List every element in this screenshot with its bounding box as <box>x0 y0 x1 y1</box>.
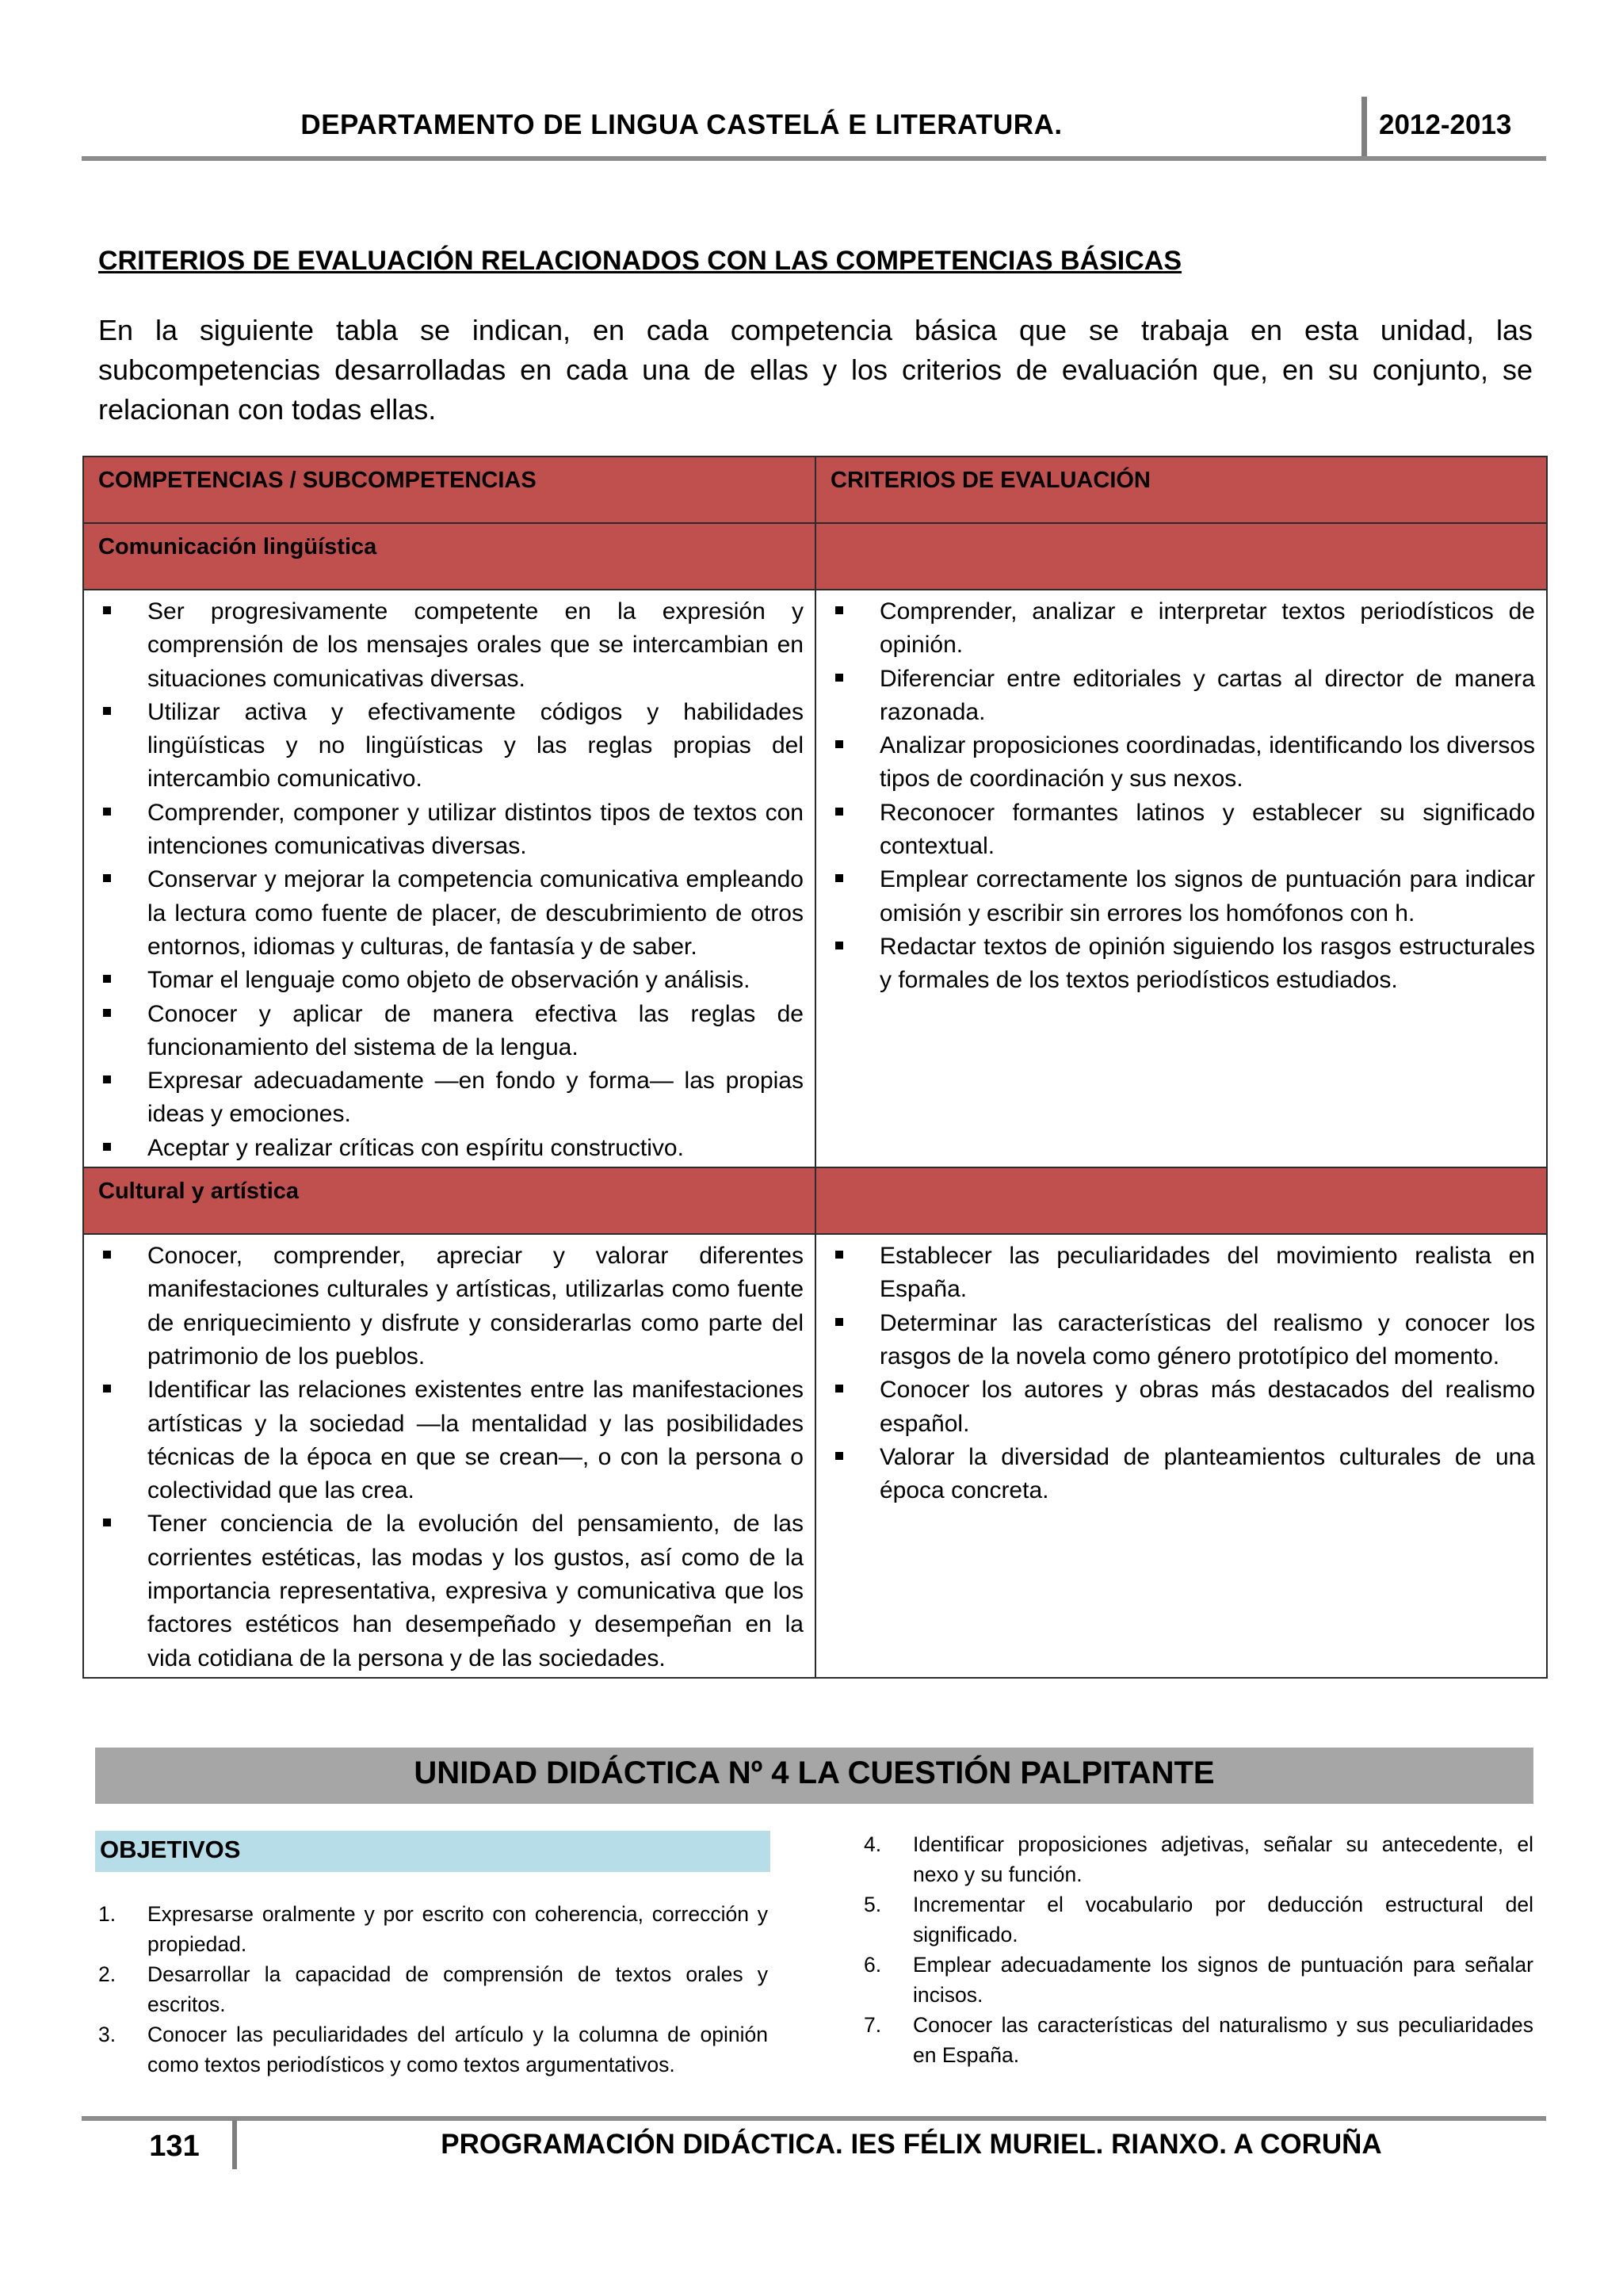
list-item: Tener conciencia de la evolución del pensamiento, de las corrientes estéticas, las modas y los gustos, así como de la importancia representativa, expresiva y comunicativa que los factores estéticos han desempeñado y desempeñan en la vida cotidiana de la persona y de las sociedades. <box>98 1507 804 1675</box>
objective-number: 2. <box>98 1962 116 1986</box>
criterios-list <box>831 1240 1535 1507</box>
objective-number: 3. <box>98 2023 116 2046</box>
subcompetencias-list <box>98 595 804 1165</box>
footer-divider <box>232 2120 237 2169</box>
table-header-row <box>83 457 1547 523</box>
list-item: Utilizar activa y efectivamente códigos y habilidades lingüísticas y no lingüísticas y las reglas propias del intercambio comunicativo. <box>98 696 804 797</box>
objective-number: 7. <box>864 2013 882 2037</box>
list-item: Conocer y aplicar de manera efectiva las reglas de funcionamiento del sistema de la lengua. <box>98 998 804 1065</box>
objectives-list-right <box>864 1829 1533 2070</box>
list-item: Reconocer formantes latinos y establecer su significado contextual. <box>831 797 1535 864</box>
list-item: Comprender, componer y utilizar distintos tipos de textos con intenciones comunicativas diversas. <box>98 797 804 864</box>
list-item: Expresar adecuadamente —en fondo y forma— las propias ideas y emociones. <box>98 1064 804 1132</box>
list-item: Redactar textos de opinión siguiendo los rasgos estructurales y formales de los textos periodísticos estudiados. <box>831 930 1535 998</box>
list-item: Valorar la diversidad de planteamientos culturales de una época concreta. <box>831 1441 1535 1508</box>
list-item: Conocer los autores y obras más destacados del realismo español. <box>831 1373 1535 1441</box>
objective-text: Conocer las características del naturalismo y sus peculiaridades en España. <box>913 2013 1533 2067</box>
subcompetencias-list <box>98 1240 804 1675</box>
group-row-comunicacion <box>83 523 1547 590</box>
list-item: Establecer las peculiaridades del movimiento realista en España. <box>831 1240 1535 1307</box>
objective-text: Expresarse oralmente y por escrito con coherencia, corrección y propiedad. <box>147 1902 768 1956</box>
criterios-list <box>831 595 1535 998</box>
header-department: DEPARTAMENTO DE LINGUA CASTELÁ E LITERATURA. <box>300 109 1063 140</box>
list-item: Comprender, analizar e interpretar textos periodísticos de opinión. <box>831 595 1535 663</box>
list-item: Determinar las características del realismo y conocer los rasgos de la novela como género prototípico del momento. <box>831 1307 1535 1374</box>
footer-rule <box>82 2116 1546 2121</box>
objective-text: Emplear adecuadamente los signos de puntuación para señalar incisos. <box>913 1953 1533 2007</box>
group-name: Cultural y artística <box>83 1167 815 1234</box>
unit-title: UNIDAD DIDÁCTICA Nº 4 LA CUESTIÓN PALPITANTE <box>414 1755 1215 1790</box>
list-item: Emplear correctamente los signos de puntuación para indicar omisión y escribir sin errores los homófonos con h. <box>831 863 1535 930</box>
header-divider <box>1361 97 1367 157</box>
page-number: 131 <box>149 2130 200 2163</box>
list-item: Conocer, comprender, apreciar y valorar diferentes manifestaciones culturales y artísticas, utilizarlas como fuente de enriquecimiento y disfrute y considerarlas como parte del patrimonio de los pueblos. <box>98 1240 804 1373</box>
list-item: Conservar y mejorar la competencia comunicativa empleando la lectura como fuente de placer, de descubrimiento de otros entornos, idiomas y culturas, de fantasía y de saber. <box>98 863 804 964</box>
section-title: CRITERIOS DE EVALUACIÓN RELACIONADOS CON LAS COMPETENCIAS BÁSICAS <box>98 246 1182 276</box>
objectives-label: OBJETIVOS <box>100 1836 241 1863</box>
list-item: Identificar las relaciones existentes entre las manifestaciones artísticas y la sociedad —la mentalidad y las posibilidades técnicas de la época en que se crean—, o con la persona o colectividad que las crea. <box>98 1373 804 1507</box>
group-body-comunicacion <box>83 590 1547 1167</box>
list-item: Analizar proposiciones coordinadas, identificando los diversos tipos de coordinación y sus nexos. <box>831 729 1535 797</box>
objective-item <box>98 2019 768 2080</box>
list-item: Aceptar y realizar críticas con espíritu constructivo. <box>98 1132 804 1165</box>
objective-text: Identificar proposiciones adjetivas, señalar su antecedente, el nexo y su función. <box>913 1832 1533 1886</box>
list-item: Tomar el lenguaje como objeto de observación y análisis. <box>98 964 804 997</box>
header-rule <box>82 156 1546 161</box>
group-empty-cell <box>815 1167 1547 1234</box>
footer-title: PROGRAMACIÓN DIDÁCTICA. IES FÉLIX MURIEL. RIANXO. A CORUÑA <box>441 2129 1382 2160</box>
objective-number: 6. <box>864 1953 882 1977</box>
column-header-criterios: CRITERIOS DE EVALUACIÓN <box>815 457 1547 523</box>
objective-number: 4. <box>864 1832 882 1856</box>
objective-number: 1. <box>98 1902 116 1926</box>
subcompetencias-cell <box>83 590 815 1167</box>
objective-item <box>98 1899 768 1959</box>
subcompetencias-cell <box>83 1234 815 1678</box>
objective-text: Conocer las peculiaridades del artículo y la columna de opinión como textos periodísticos y como textos argumentativos. <box>147 2023 768 2076</box>
objective-text: Incrementar el vocabulario por deducción estructural del significado. <box>913 1893 1533 1946</box>
intro-paragraph: En la siguiente tabla se indican, en cada competencia básica que se trabaja en esta unidad, las subcompetencias desarrolladas en cada una de ellas y los criterios de evaluación que, en su conjunto, se relacionan con todas ellas. <box>98 314 1533 426</box>
list-item: Ser progresivamente competente en la expresión y comprensión de los mensajes orales que se intercambian en situaciones comunicativas diversas. <box>98 595 804 696</box>
header-year: 2012-2013 <box>1379 109 1512 140</box>
group-row-cultural <box>83 1167 1547 1234</box>
group-empty-cell <box>815 523 1547 590</box>
objective-item <box>864 2010 1533 2070</box>
objective-item <box>864 1950 1533 2010</box>
group-body-cultural <box>83 1234 1547 1678</box>
list-item: Diferenciar entre editoriales y cartas al director de manera razonada. <box>831 663 1535 730</box>
objective-item <box>864 1889 1533 1950</box>
objectives-list-left <box>98 1899 768 2080</box>
objective-number: 5. <box>864 1893 882 1916</box>
evaluation-table <box>82 456 1548 1679</box>
criterios-cell <box>815 590 1547 1167</box>
objective-item <box>864 1829 1533 1889</box>
group-name: Comunicación lingüística <box>83 523 815 590</box>
objective-item <box>98 1959 768 2019</box>
criterios-cell <box>815 1234 1547 1678</box>
column-header-competencias: COMPETENCIAS / SUBCOMPETENCIAS <box>83 457 815 523</box>
objective-text: Desarrollar la capacidad de comprensión de textos orales y escritos. <box>147 1962 768 2016</box>
